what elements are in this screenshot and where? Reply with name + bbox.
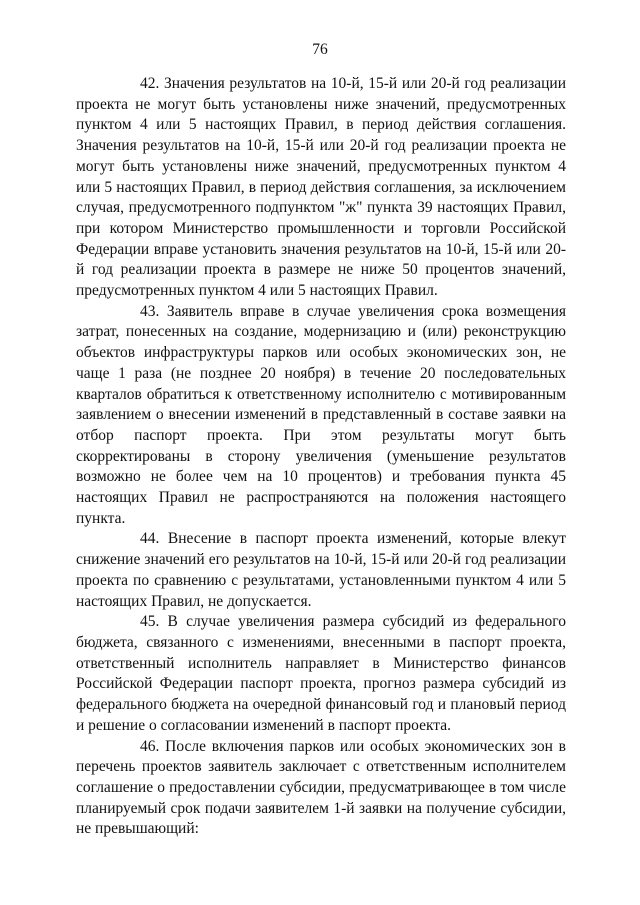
document-body — [76, 74, 566, 840]
paragraph-46: 46. После включения парков или особых экономических зон в перечень проектов заявитель заключает с ответственным исполнителем соглашение о предоставлении субсидии, предусматривающее в том числе планируемый срок подачи заявителем 1-й заявки на получение субсидии, не превышающий: — [76, 737, 566, 838]
page-number: 76 — [312, 41, 328, 58]
paragraph-44: 44. Внесение в паспорт проекта изменений, которые влекут снижение значений его результатов на 10-й, 15-й или 20-й год реализации проекта по сравнению с результатами, установленными пунктом 4 или 5 настоящих Правил, не допускается. — [76, 530, 566, 610]
paragraph-45: 45. В случае увеличения размера субсидий из федерального бюджета, связанного с изменениями, внесенными в паспорт проекта, ответственный исполнитель направляет в Министерство финансов Российской Федерации паспорт проекта, прогноз размера субсидий из федерального бюджета на очередной финансовый год и плановый период и решение о согласовании изменений в паспорт проекта. — [76, 613, 566, 734]
paragraph-43: 43. Заявитель вправе в случае увеличения срока возмещения затрат, понесенных на создание, модернизацию и (или) реконструкцию объектов инфраструктуры парков или особых экономических зон, не чаще 1 раза (не позднее 20 ноября) в течение 20 последовательных кварталов обратиться к ответственному исполнителю с мотивированным заявлением о внесении изменений в представленный в составе заявки на отбор паспорт проекта. При этом результаты могут быть скорректированы в сторону увеличения (уменьшение результатов возможно не более чем на 10 процентов) и требования пункта 45 настоящих Правил не распространяются на положения настоящего пункта. — [76, 302, 566, 527]
paragraph-42: 42. Значения результатов на 10-й, 15-й или 20-й год реализации проекта не могут быть установлены ниже значений, предусмотренных пунктом 4 или 5 настоящих Правил, в период действия соглашения. Значения результатов на 10-й, 15-й или 20-й год реализации проекта не могут быть установлены ниже значений, предусмотренных пунктом 4 или 5 настоящих Правил, в период действия соглашения, за исключением случая, предусмотренного подпунктом "ж" пункта 39 настоящих Правил, при котором Министерство промышленности и торговли Российской Федерации вправе установить значения результатов на 10-й, 15-й или 20-й год реализации проекта в размере не ниже 50 процентов значений, предусмотренных пунктом 4 или 5 настоящих Правил. — [76, 75, 566, 300]
